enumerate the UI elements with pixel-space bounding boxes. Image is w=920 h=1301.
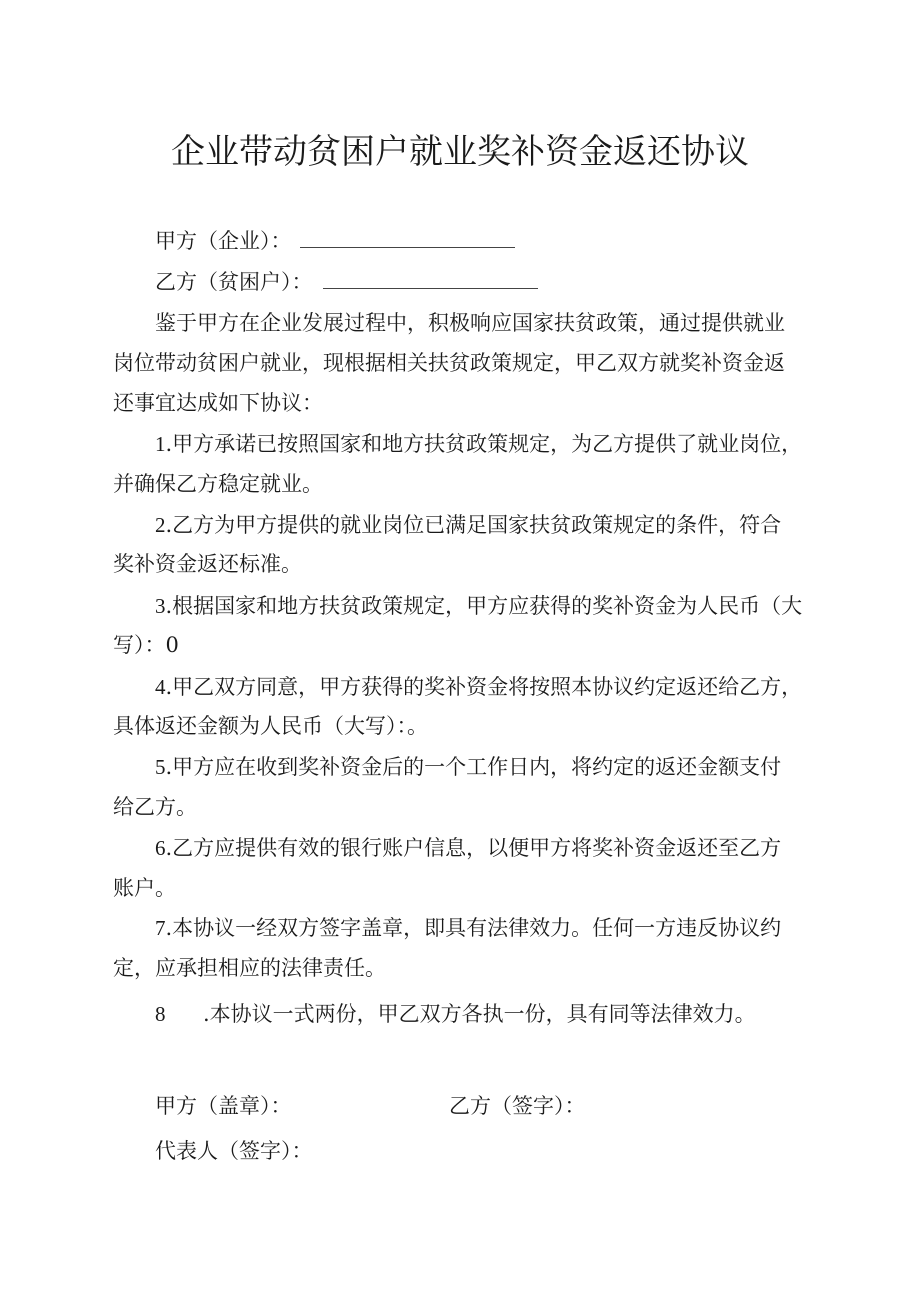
- intro-line-1: 鉴于甲方在企业发展过程中，积极响应国家扶贫政策，通过提供就业: [155, 311, 785, 335]
- clause-3-number: 3: [155, 594, 166, 618]
- clause-6-line-2: 账户。: [113, 876, 176, 900]
- party-b-line: [155, 267, 538, 297]
- party-b-blank: [323, 270, 538, 289]
- intro-line-2: 岗位带动贫困户就业，现根据相关扶贫政策规定，甲乙双方就奖补资金返: [113, 351, 785, 375]
- clause-7-text: .本协议一经双方签字盖章，即具有法律效力。任何一方违反协议约: [165, 916, 782, 940]
- clause-6-text: .乙方应提供有效的银行账户信息，以便甲方将奖补资金返还至乙方: [165, 836, 782, 860]
- party-a-label: 甲方（企业）：: [155, 229, 292, 253]
- clause-5-line-1: [155, 752, 781, 782]
- clause-3-line-1: [155, 591, 802, 621]
- representative-sign-label: 代表人（签字）：: [155, 1139, 313, 1163]
- clause-3-text: .根据国家和地方扶贫政策规定，甲方应获得的奖补资金为人民币（大: [165, 594, 803, 618]
- clause-5-number: 5: [155, 755, 166, 779]
- clause-4-text: .甲乙双方同意，甲方获得的奖补资金将按照本协议约定返还给乙方，: [165, 675, 803, 699]
- party-b-sign-label: 乙方（签字）：: [449, 1094, 586, 1118]
- clause-8-number: 8: [155, 1002, 166, 1026]
- clause-7-line-1: [155, 913, 781, 943]
- clause-1-line-1: [155, 429, 802, 459]
- clause-1-text: .甲方承诺已按照国家和地方扶贫政策规定，为乙方提供了就业岗位，: [165, 432, 803, 456]
- clause-8-line-1: [155, 999, 756, 1029]
- clause-6-number: 6: [155, 836, 166, 860]
- clause-7-number: 7: [155, 916, 166, 940]
- clause-3-line-2: 写）：0: [113, 633, 179, 657]
- clause-5-text: .甲方应在收到奖补资金后的一个工作日内，将约定的返还金额支付: [165, 755, 782, 779]
- clause-1-number: 1: [155, 432, 166, 456]
- clause-4-number: 4: [155, 675, 166, 699]
- clause-2-line-2: 奖补资金返还标准。: [113, 552, 302, 576]
- party-a-seal-label: 甲方（盖章）：: [155, 1094, 292, 1118]
- clause-5-line-2: 给乙方。: [113, 795, 197, 819]
- party-a-blank: [300, 229, 515, 248]
- clause-2-number: 2: [155, 513, 166, 537]
- clause-2-line-1: [155, 510, 781, 540]
- clause-4-line-2: 具体返还金额为人民币（大写）：。: [113, 714, 428, 738]
- clause-4-line-1: [155, 672, 802, 702]
- intro-line-3: 还事宜达成如下协议：: [113, 391, 323, 415]
- document-title: 企业带动贫困户就业奖补资金返还协议: [171, 132, 749, 172]
- clause-2-text: .乙方为甲方提供的就业岗位已满足国家扶贫政策规定的条件，符合: [165, 513, 782, 537]
- clause-8-text: .本协议一式两份，甲乙双方各执一份，具有同等法律效力。: [203, 1002, 756, 1026]
- party-b-label: 乙方（贫困户）：: [155, 270, 313, 294]
- clause-6-line-1: [155, 833, 781, 863]
- party-a-line: [155, 226, 515, 256]
- clause-7-line-2: 定，应承担相应的法律责任。: [113, 956, 386, 980]
- clause-1-line-2: 并确保乙方稳定就业。: [113, 472, 323, 496]
